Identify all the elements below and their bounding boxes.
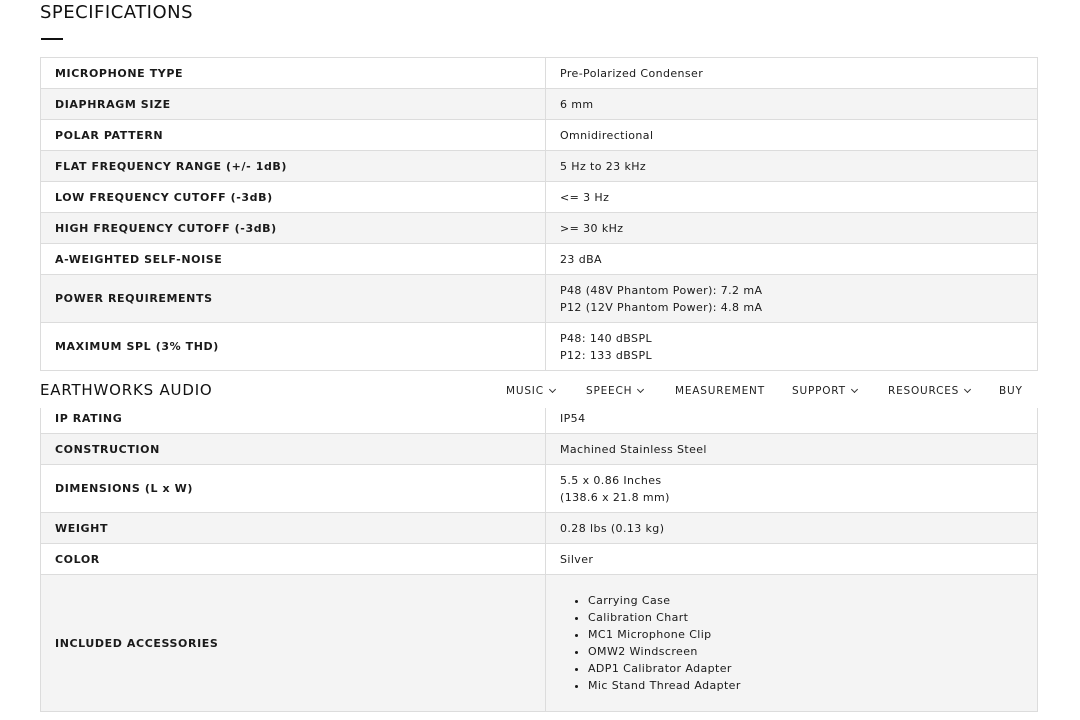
spec-label: LOW FREQUENCY CUTOFF (-3dB)	[41, 182, 546, 213]
spec-label: POWER REQUIREMENTS	[41, 275, 546, 323]
list-item: • MC1 Microphone Clip	[588, 626, 1023, 643]
table-row	[41, 120, 1038, 151]
nav-item-measurement[interactable]	[675, 385, 765, 397]
spec-label: HIGH FREQUENCY CUTOFF (-3dB)	[41, 213, 546, 244]
specifications-table-bottom	[40, 402, 1038, 712]
list-item: • Calibration Chart	[588, 609, 1023, 626]
spec-value-line: P48 (48V Phantom Power): 7.2 mA	[560, 283, 763, 297]
spec-label: A-WEIGHTED SELF-NOISE	[41, 244, 546, 275]
table-row	[41, 513, 1038, 544]
spec-value	[546, 244, 1038, 275]
spec-value	[546, 213, 1038, 244]
table-row	[41, 58, 1038, 89]
table-row	[41, 575, 1038, 712]
spec-value	[546, 182, 1038, 213]
spec-value-line: 5 Hz to 23 kHz	[560, 159, 647, 173]
spec-value	[546, 575, 1038, 712]
title-underline	[41, 38, 63, 40]
table-row	[41, 323, 1038, 371]
chevron-down-icon	[637, 386, 644, 393]
table-row	[41, 151, 1038, 182]
list-item: • Mic Stand Thread Adapter	[588, 677, 1023, 694]
spec-label: COLOR	[41, 544, 546, 575]
spec-label: FLAT FREQUENCY RANGE (+/- 1dB)	[41, 151, 546, 182]
table-row	[41, 465, 1038, 513]
spec-label: INCLUDED ACCESSORIES	[41, 575, 546, 712]
spec-value	[546, 120, 1038, 151]
spec-label: MAXIMUM SPL (3% THD)	[41, 323, 546, 371]
spec-value	[546, 544, 1038, 575]
spec-value-line: Machined Stainless Steel	[560, 442, 707, 456]
spec-value-line: 6 mm	[560, 97, 594, 111]
spec-value-line: Pre-Polarized Condenser	[560, 66, 704, 80]
spec-label: MICROPHONE TYPE	[41, 58, 546, 89]
table-row	[41, 544, 1038, 575]
table-row	[41, 182, 1038, 213]
nav-item-speech[interactable]	[586, 385, 643, 397]
nav-item-label: RESOURCES	[888, 385, 960, 397]
spec-value-line: >= 30 kHz	[560, 221, 624, 235]
specifications-table-top	[40, 57, 1038, 371]
list-item: • Carrying Case	[588, 592, 1023, 609]
table-row	[41, 213, 1038, 244]
table-row	[41, 275, 1038, 323]
table-row	[41, 434, 1038, 465]
spec-value-line: P48: 140 dBSPL	[560, 331, 653, 345]
spec-label: POLAR PATTERN	[41, 120, 546, 151]
spec-value-line: Omnidirectional	[560, 128, 654, 142]
spec-value-line: 23 dBA	[560, 252, 602, 266]
brand-logo[interactable]: EARTHWORKS AUDIO	[40, 381, 213, 399]
spec-value-line: 5.5 x 0.86 Inches	[560, 473, 662, 487]
spec-value	[546, 465, 1038, 513]
spec-value-line: P12: 133 dBSPL	[560, 348, 653, 362]
spec-value	[546, 323, 1038, 371]
nav-item-label: MUSIC	[506, 385, 544, 397]
spec-label: IP RATING	[41, 403, 546, 434]
nav-item-label: BUY	[999, 385, 1023, 397]
section-title: SPECIFICATIONS	[40, 2, 194, 23]
spec-label: CONSTRUCTION	[41, 434, 546, 465]
list-item: • ADP1 Calibrator Adapter	[588, 660, 1023, 677]
spec-value-line: <= 3 Hz	[560, 190, 610, 204]
nav-item-support[interactable]	[792, 385, 857, 397]
table-row	[41, 244, 1038, 275]
spec-label: WEIGHT	[41, 513, 546, 544]
spec-label: DIAPHRAGM SIZE	[41, 89, 546, 120]
spec-value	[546, 58, 1038, 89]
nav-item-music[interactable]	[506, 385, 555, 397]
spec-value-line: P12 (12V Phantom Power): 4.8 mA	[560, 300, 763, 314]
sticky-navbar	[0, 374, 1080, 408]
accessories-list	[560, 592, 1023, 694]
nav-item-label: SUPPORT	[792, 385, 846, 397]
spec-label: DIMENSIONS (L x W)	[41, 465, 546, 513]
spec-value	[546, 513, 1038, 544]
spec-value	[546, 434, 1038, 465]
spec-value-line: 0.28 lbs (0.13 kg)	[560, 521, 665, 535]
spec-value	[546, 89, 1038, 120]
table-row	[41, 89, 1038, 120]
nav-item-resources[interactable]	[888, 385, 970, 397]
spec-value-line: IP54	[560, 411, 586, 425]
main-nav-menu	[0, 385, 1080, 401]
spec-value	[546, 151, 1038, 182]
nav-item-label: MEASUREMENT	[675, 385, 765, 397]
chevron-down-icon	[851, 386, 858, 393]
chevron-down-icon	[964, 386, 971, 393]
chevron-down-icon	[549, 386, 556, 393]
nav-item-label: SPEECH	[586, 385, 633, 397]
spec-value-line: Silver	[560, 552, 594, 566]
list-item: • OMW2 Windscreen	[588, 643, 1023, 660]
spec-value	[546, 275, 1038, 323]
spec-value-line: (138.6 x 21.8 mm)	[560, 490, 670, 504]
nav-item-buy[interactable]	[999, 385, 1023, 397]
